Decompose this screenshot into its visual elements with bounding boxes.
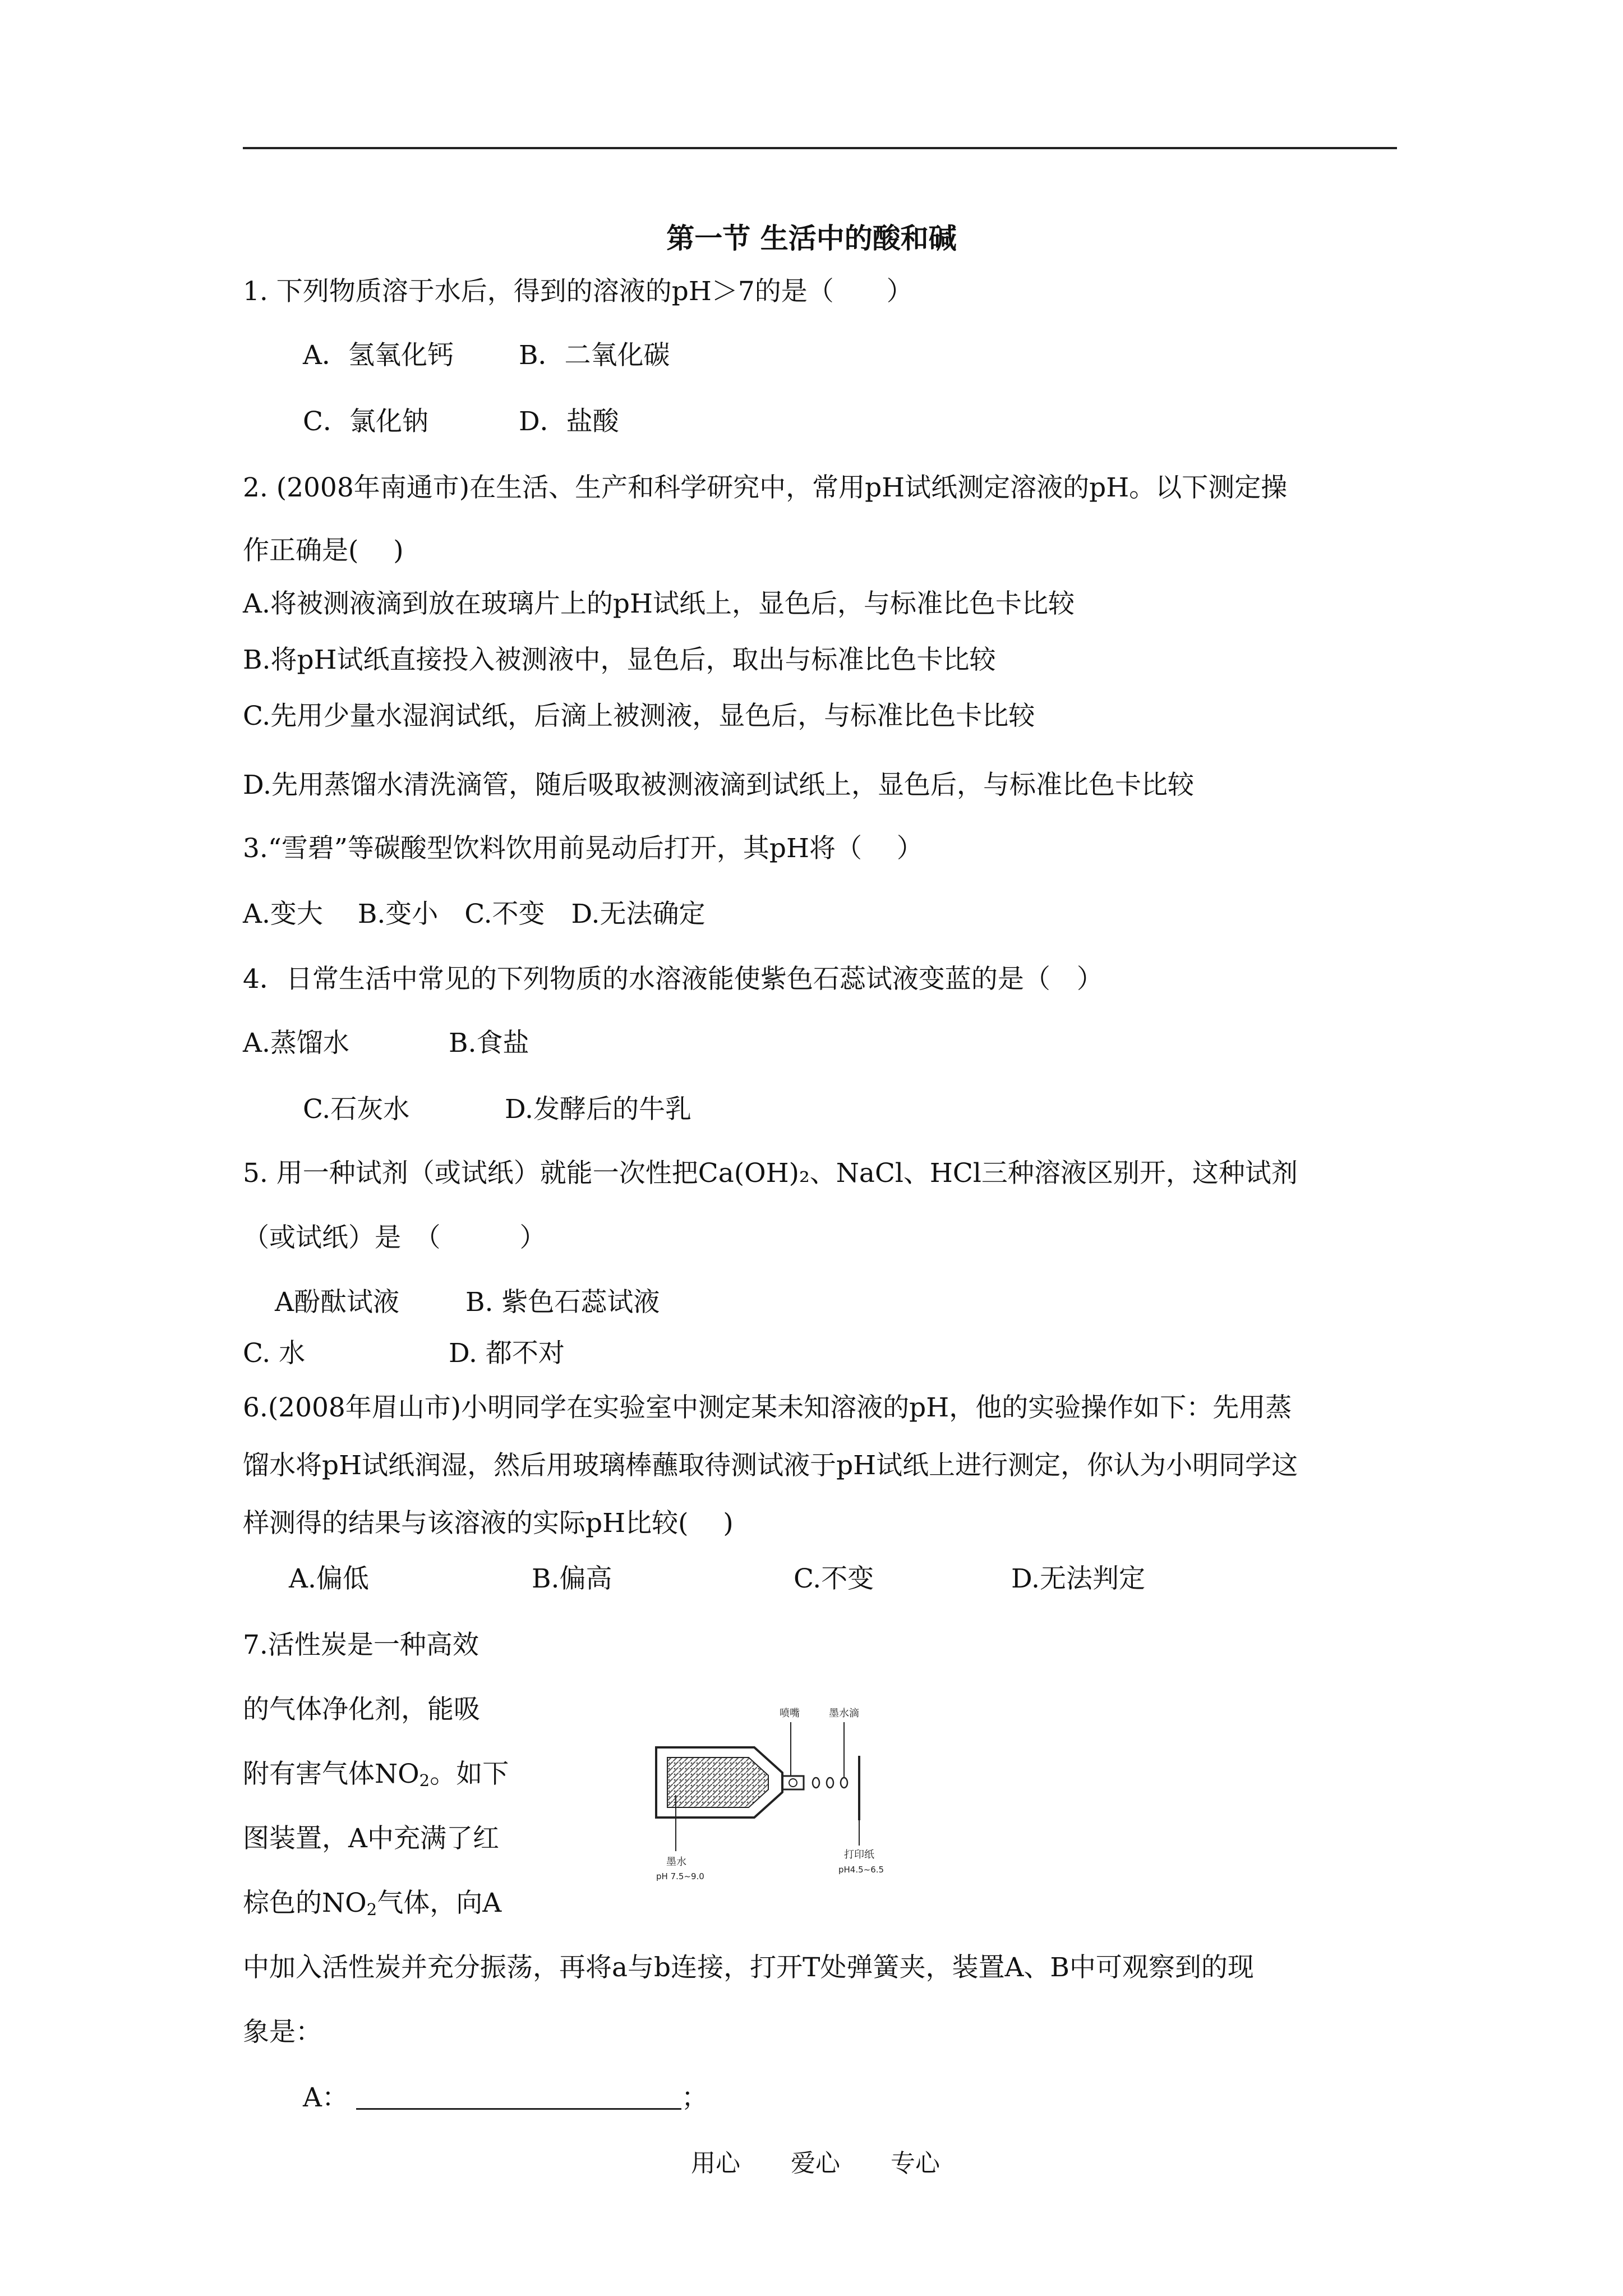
- figure-label-paper: 打印纸: [844, 1849, 874, 1861]
- figure-label-ink: 墨水: [666, 1856, 686, 1868]
- q7-answer-blank[interactable]: [356, 2086, 681, 2110]
- q2-option-a: A.将被测液滴到放在玻璃片上的pH试纸上，显色后，与标准比色卡比较: [243, 588, 1075, 619]
- q7-line5-post: 气体，向A: [377, 1888, 502, 1918]
- figure-label-ink-drop: 墨水滴: [829, 1708, 859, 1719]
- q4-stem: 4．日常生活中常见的下列物质的水溶液能使紫色石蕊试液变蓝的是（ ）: [243, 964, 1103, 995]
- footer-text-3: 专心: [891, 2149, 940, 2178]
- q7-line5-sub: 2: [366, 1899, 377, 1919]
- q5-option-b: B. 紫色石蕊试液: [465, 1287, 660, 1318]
- q7-answer-end: ；: [681, 2082, 708, 2113]
- q7-line5-pre: 棕色的NO: [243, 1888, 367, 1918]
- q2-option-c: C.先用少量水湿润试纸，后滴上被测液，显色后，与标准比色卡比较: [243, 701, 1035, 731]
- q6-option-a: A.偏低: [289, 1563, 369, 1594]
- q4-option-d: D.发酵后的牛乳: [505, 1094, 691, 1125]
- q5-option-d: D. 都不对: [449, 1338, 565, 1369]
- q2-option-b: B.将pH试纸直接投入被测液中，显色后，取出与标准比色卡比较: [243, 645, 996, 675]
- q7-line3-sub: 2: [419, 1770, 430, 1790]
- q6-option-c: C.不变: [794, 1563, 874, 1594]
- q7-apparatus-figure: [651, 1694, 920, 1902]
- q1-stem: 1. 下列物质溶于水后，得到的溶液的pH＞7的是（ ）: [243, 276, 913, 307]
- q1-option-c: C．氯化钠: [303, 406, 428, 437]
- q7-answer-label: A：: [303, 2082, 348, 2113]
- q6-stem-line3: 样测得的结果与该溶液的实际pH比较( ): [243, 1508, 734, 1539]
- footer-text-1: 用心: [691, 2149, 740, 2178]
- footer-text-2: 爱心: [791, 2149, 840, 2178]
- q7-line1: 7.活性炭是一种高效: [243, 1630, 479, 1660]
- q6-option-d: D.无法判定: [1011, 1563, 1145, 1594]
- figure-label-nozzle: 喷嘴: [780, 1708, 800, 1719]
- q7-line6: 中加入活性炭并充分振荡，再将a与b连接，打开T处弹簧夹，装置A、B中可观察到的现: [243, 1952, 1254, 1983]
- q3-options: A.变大 B.变小 C.不变 D.无法确定: [243, 899, 706, 930]
- q7-line3-post: 。如下: [430, 1759, 509, 1789]
- q5-option-a: A酚酞试液: [275, 1287, 399, 1318]
- q1-option-d: D．盐酸: [519, 406, 619, 437]
- q7-line3: [243, 1757, 509, 1791]
- q4-option-b: B.食盐: [449, 1028, 529, 1059]
- q5-stem-line2: （或试纸）是 （ ）: [243, 1222, 546, 1253]
- q5-option-c: C. 水: [243, 1338, 306, 1369]
- q4-option-a: A.蒸馏水: [243, 1028, 349, 1059]
- q2-stem-line1: 2. (2008年南通市)在生活、生产和科学研究中，常用pH试纸测定溶液的pH。以下测定操: [243, 472, 1288, 503]
- figure-label-paper-ph: pH4.5~6.5: [838, 1865, 884, 1875]
- q3-stem: 3.“雪碧”等碳酸型饮料饮用前晃动后打开，其pH将（ ）: [243, 833, 923, 864]
- q7-answer-line: [303, 2081, 708, 2115]
- q7-line2: 的气体净化剂，能吸: [243, 1694, 480, 1725]
- q1-option-a: A．氢氧化钙: [303, 340, 454, 371]
- q6-option-b: B.偏高: [532, 1563, 612, 1594]
- q7-line5: [243, 1887, 501, 1920]
- q4-option-c: C.石灰水: [303, 1094, 410, 1125]
- header-rule: [243, 147, 1397, 149]
- q2-option-d: D.先用蒸馏水清洗滴管，随后吸取被测液滴到试纸上，显色后，与标准比色卡比较: [243, 770, 1194, 800]
- q5-stem-line1: 5. 用一种试剂（或试纸）就能一次性把Ca(OH)₂、NaCl、HCl三种溶液区别开，这种试剂: [243, 1158, 1298, 1189]
- q6-stem-line1: 6.(2008年眉山市)小明同学在实验室中测定某未知溶液的pH，他的实验操作如下：先用蒸: [243, 1392, 1292, 1423]
- section-title: 第一节 生活中的酸和碱: [666, 222, 957, 255]
- q1-option-b: B．二氧化碳: [519, 340, 670, 371]
- q7-line4: 图装置，A中充满了红: [243, 1823, 499, 1854]
- q2-stem-line2: 作正确是( ): [243, 535, 404, 566]
- q7-line7: 象是：: [243, 2017, 322, 2047]
- figure-label-ink-ph: pH 7.5~9.0: [656, 1871, 704, 1881]
- q6-stem-line2: 馏水将pH试纸润湿，然后用玻璃棒蘸取待测试液于pH试纸上进行测定，你认为小明同学这: [243, 1450, 1298, 1481]
- q7-line3-pre: 附有害气体NO: [243, 1759, 419, 1789]
